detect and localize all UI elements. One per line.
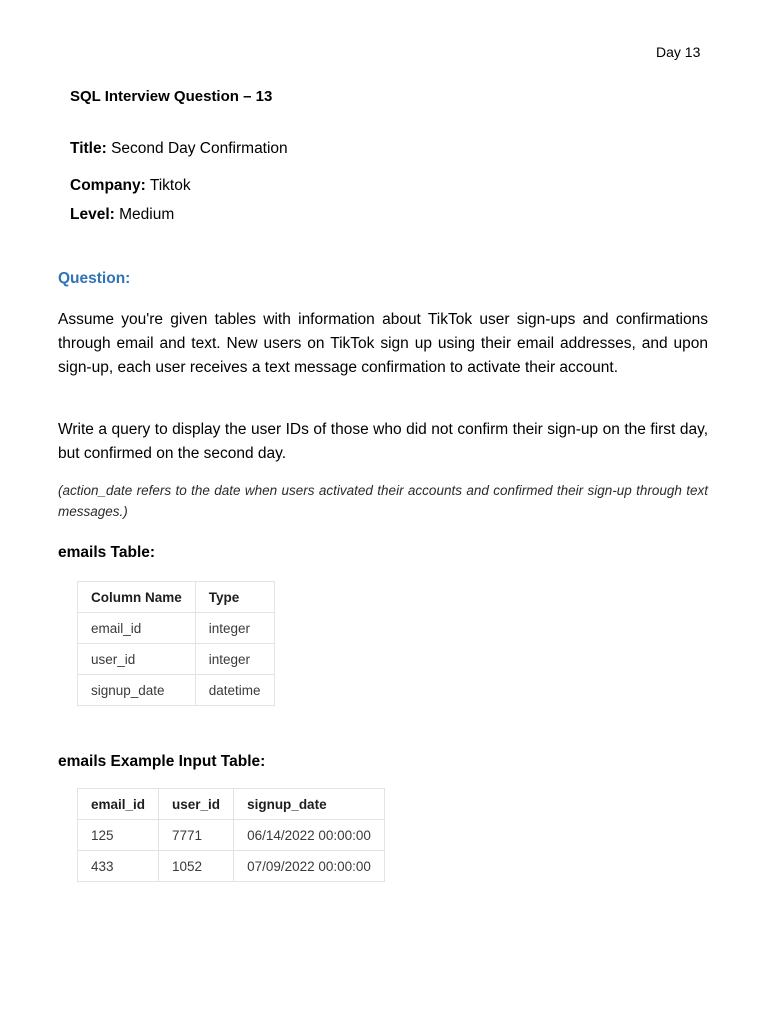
table-header-row <box>78 789 385 820</box>
table-cell: 07/09/2022 00:00:00 <box>234 851 385 882</box>
table-cell: integer <box>195 613 274 644</box>
table-cell: integer <box>195 644 274 675</box>
table-cell: 06/14/2022 00:00:00 <box>234 820 385 851</box>
note-open: ( <box>58 483 63 498</box>
schema-table-label: emails Table: <box>58 544 156 561</box>
table-row <box>78 644 275 675</box>
level-value: Medium <box>119 206 175 223</box>
example-input-table <box>77 788 385 882</box>
question-paragraph-1: Assume you're given tables with information about TikTok user sign-ups and confirmations through email and text. New users on TikTok sign up using their email addresses, and upon sign-up, each user receives a text message confirmation to activate their account. <box>58 311 708 376</box>
table-cell: signup_date <box>78 675 196 706</box>
company-label: Company: <box>70 177 146 194</box>
table-row <box>78 675 275 706</box>
example-table-label: emails Example Input Table: <box>58 753 266 770</box>
table-row <box>78 820 385 851</box>
level-label: Level: <box>70 206 115 223</box>
column-header: signup_date <box>234 789 385 820</box>
table-cell: user_id <box>78 644 196 675</box>
table-cell: 433 <box>78 851 159 882</box>
column-header: user_id <box>159 789 234 820</box>
question-note <box>58 480 708 522</box>
question-label: Question: <box>58 270 131 287</box>
column-header: email_id <box>78 789 159 820</box>
title-line <box>70 140 288 158</box>
column-header: Column Name <box>78 582 196 613</box>
table-header-row <box>78 582 275 613</box>
table-cell: email_id <box>78 613 196 644</box>
company-value: Tiktok <box>149 177 191 194</box>
column-header: Type <box>195 582 274 613</box>
schema-table <box>77 581 275 706</box>
table-cell: 125 <box>78 820 159 851</box>
page-day-label: Day 13 <box>656 44 701 60</box>
level-line <box>70 206 174 224</box>
question-paragraph-2: Write a query to display the user IDs of those who did not confirm their sign-up on the first day, but confirmed on the second day. <box>58 421 708 462</box>
note-code: action_date <box>62 483 133 498</box>
question-heading: SQL Interview Question – 13 <box>70 88 273 105</box>
table-cell: 1052 <box>159 851 234 882</box>
table-row <box>78 613 275 644</box>
table-row <box>78 851 385 882</box>
title-value: Second Day Confirmation <box>111 140 288 157</box>
note-rest: refers to the date when users activated their accounts and confirmed their sign-up through text messages.) <box>58 483 708 519</box>
table-cell: datetime <box>195 675 274 706</box>
title-label: Title: <box>70 140 107 157</box>
company-line <box>70 177 191 195</box>
table-cell: 7771 <box>159 820 234 851</box>
